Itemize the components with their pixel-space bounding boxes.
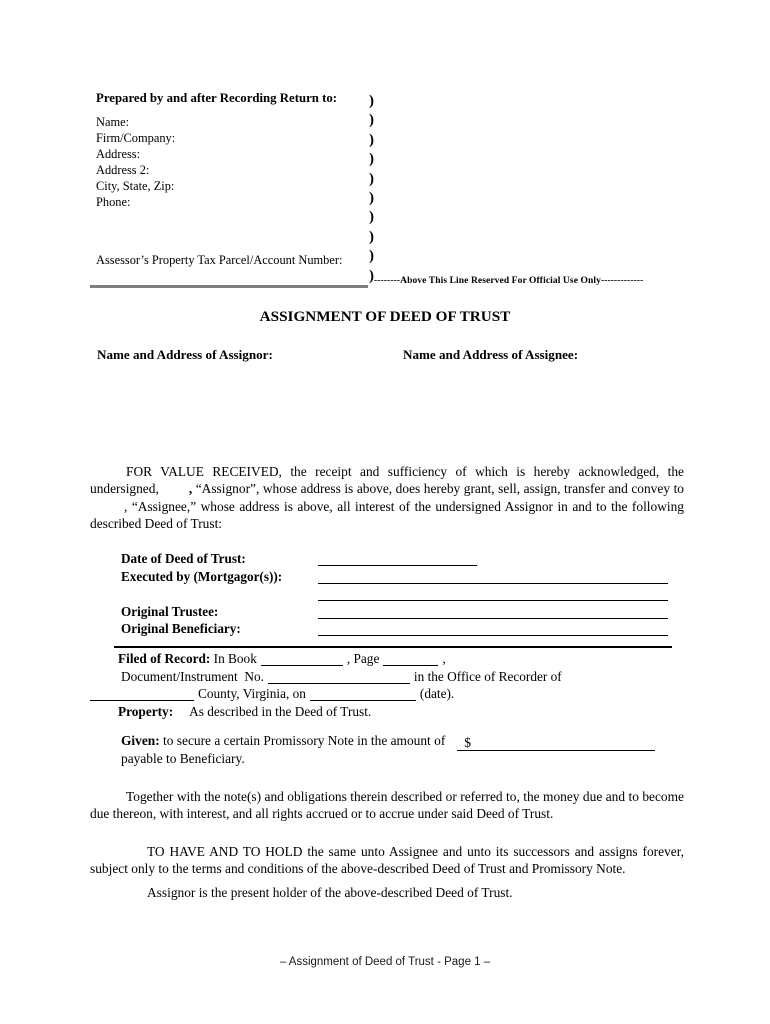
county-virginia-label: County, Virginia, on (198, 686, 306, 702)
executed-by-row (121, 567, 669, 585)
value-received-paragraph (90, 463, 684, 532)
paren-glyph: ) (369, 170, 374, 187)
paren-glyph: ) (369, 131, 374, 148)
deed-details (121, 549, 669, 637)
in-book-label: In Book (213, 651, 257, 666)
original-trustee-label: Original Trustee: (121, 603, 219, 619)
filed-of-record-section (90, 650, 684, 720)
field-label-address2: Address 2: (96, 163, 150, 177)
assignee-heading: Name and Address of Assignee: (403, 347, 579, 362)
original-beneficiary-label: Original Beneficiary: (121, 621, 241, 636)
deed-date-label: Date of Deed of Trust: (121, 551, 246, 566)
document-no-blank (268, 671, 410, 684)
county-blank (90, 688, 194, 701)
paren-glyph: ) (369, 93, 374, 109)
trailing-comma: , (442, 651, 446, 666)
value-received-part3: , “Assignee,” whose address is above, all interest of the undersigned Assignor in and to the following described Deed of Trust: (90, 498, 684, 531)
paren-glyph: ) (369, 209, 374, 226)
original-beneficiary-row (121, 619, 669, 637)
executed-by-label: Executed by (Mortgagor(s)): (121, 568, 283, 584)
paren-glyph: ) (369, 228, 374, 245)
section-divider (114, 646, 672, 648)
recording-return-title: Prepared by and after Recording Return to: (96, 91, 337, 105)
page-blank (383, 653, 438, 666)
bold-comma: , (188, 481, 193, 497)
filed-label: Filed of Record: (118, 651, 211, 666)
field-label-address: Address: (96, 147, 141, 161)
given-label: Given: (121, 733, 160, 748)
assignor-heading: Name and Address of Assignor: (97, 347, 273, 362)
deed-date-row (121, 549, 669, 567)
given-text: to secure a certain Promissory Note in the amount of (159, 733, 446, 748)
property-line (90, 703, 684, 721)
paren-glyph: ) (369, 190, 374, 207)
property-text: As described in the Deed of Trust. (189, 703, 372, 719)
filed-line-2 (90, 668, 684, 686)
book-blank (261, 653, 343, 666)
official-use-note: --------Above This Line Reserved For Official Use Only------------- (374, 276, 644, 286)
value-received-part2: “Assignor”, whose address is above, does hereby grant, sell, assign, transfer and convey to (192, 481, 684, 497)
deed-date-blank (318, 552, 477, 566)
document-no-label: Document/Instrument No. (121, 668, 264, 684)
signature-rule (90, 285, 368, 288)
page-footer: – Assignment of Deed of Trust - Page 1 – (279, 956, 491, 968)
paren-glyph: ) (369, 248, 374, 265)
together-paragraph: Together with the note(s) and obligations therein described or referred to, the money due and to become due thereon, with interest, and all rights accrued or to accrue under said Deed of Trust. (90, 789, 684, 822)
filed-line-3 (90, 685, 684, 703)
amount-blank (457, 735, 655, 751)
paren-glyph: ) (369, 151, 374, 168)
dollar-sign: $ (464, 735, 471, 750)
field-label-firm: Firm/Company: (96, 131, 176, 145)
recording-return-box (96, 90, 376, 210)
paren-glyph: ) (369, 112, 374, 129)
filed-line-1 (90, 650, 684, 668)
field-label-name: Name: (96, 115, 130, 129)
value-received-part1: FOR VALUE RECEIVED, the receipt and sufficiency of which is hereby acknowledged, the undersigned, (90, 464, 684, 497)
assessor-parcel-label: Assessor’s Property Tax Parcel/Account Number: (96, 253, 343, 267)
paren-column (369, 92, 374, 286)
given-section (121, 732, 669, 767)
field-label-phone: Phone: (96, 195, 131, 209)
office-of-recorder-label: in the Office of Recorder of (413, 668, 562, 684)
original-beneficiary-blank (318, 622, 668, 636)
document-title: ASSIGNMENT OF DEED OF TRUST (259, 308, 511, 325)
paren-glyph: ) (369, 267, 374, 284)
executed-by-blank-2 (318, 587, 668, 601)
original-trustee-row (121, 602, 669, 620)
date-hint-label: (date). (419, 686, 455, 702)
original-trustee-blank (318, 605, 668, 619)
given-line-2: payable to Beneficiary. (121, 750, 245, 766)
executed-by-blank (318, 570, 668, 584)
recording-return-fields (96, 114, 376, 210)
executed-by-overflow-row (121, 584, 669, 602)
property-label: Property: (118, 703, 174, 719)
record-date-blank (310, 688, 416, 701)
habendum-paragraph: TO HAVE AND TO HOLD the same unto Assignee and unto its successors and assigns forever, subject only to the terms and conditions of the above-described Deed of Trust and Promissory Note. (90, 844, 684, 877)
field-label-city-state-zip: City, State, Zip: (96, 179, 175, 193)
page-label: , Page (346, 651, 380, 666)
holder-paragraph: Assignor is the present holder of the above-described Deed of Trust. (147, 885, 513, 900)
given-line-1 (121, 732, 669, 750)
